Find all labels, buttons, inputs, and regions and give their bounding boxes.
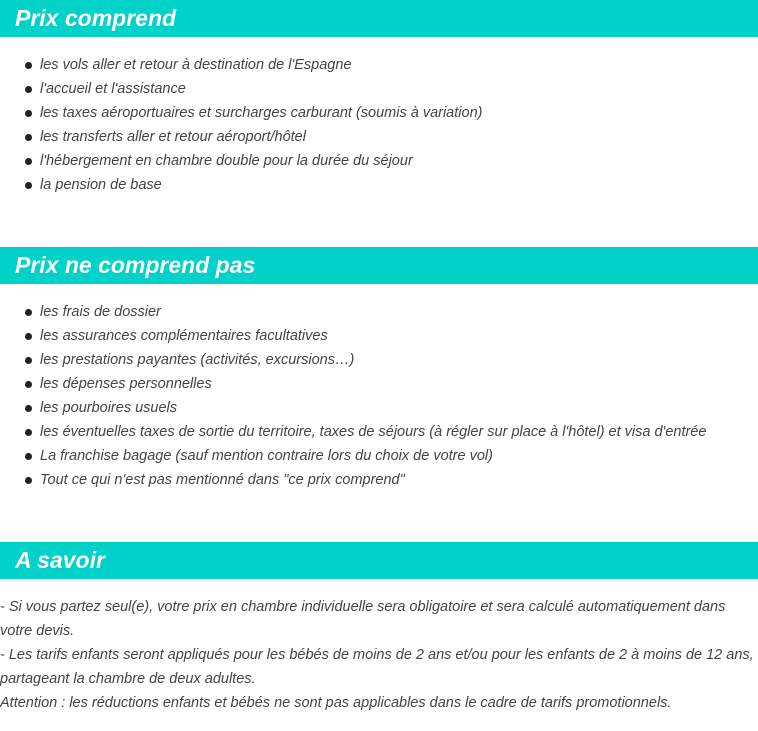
list-item: les pourboires usuels bbox=[0, 396, 758, 420]
list-item: la pension de base bbox=[0, 173, 758, 197]
includes-heading: Prix comprend bbox=[0, 0, 758, 37]
list-item: les éventuelles taxes de sortie du territoire, taxes de séjours (à régler sur place à l'hôtel) et visa d'entrée bbox=[0, 420, 758, 444]
list-item: les prestations payantes (activités, excursions…) bbox=[0, 348, 758, 372]
list-item: les assurances complémentaires facultatives bbox=[0, 324, 758, 348]
child-rates-note: - Les tarifs enfants seront appliqués pour les bébés de moins de 2 ans et/ou pour les enfants de 2 à moins de 12 ans, partageant la chambre de deux adultes. bbox=[0, 647, 754, 687]
list-item: l'hébergement en chambre double pour la durée du séjour bbox=[0, 149, 758, 173]
good-to-know-body bbox=[0, 595, 758, 715]
single-supplement-note: - Si vous partez seul(e), votre prix en chambre individuelle sera obligatoire et sera calculé automatiquement dans votre devis. bbox=[0, 599, 726, 639]
list-item: La franchise bagage (sauf mention contraire lors du choix de votre vol) bbox=[0, 444, 758, 468]
includes-list bbox=[0, 53, 758, 197]
list-item: les vols aller et retour à destination de l'Espagne bbox=[0, 53, 758, 77]
list-item: les frais de dossier bbox=[0, 300, 758, 324]
list-item: l'accueil et l'assistance bbox=[0, 77, 758, 101]
promo-warning-note: Attention : les réductions enfants et bébés ne sont pas applicables dans le cadre de tarifs promotionnels. bbox=[0, 695, 672, 711]
list-item: les taxes aéroportuaires et surcharges carburant (soumis à variation) bbox=[0, 101, 758, 125]
excludes-list bbox=[0, 300, 758, 492]
list-item: les dépenses personnelles bbox=[0, 372, 758, 396]
list-item: les transferts aller et retour aéroport/hôtel bbox=[0, 125, 758, 149]
excludes-heading: Prix ne comprend pas bbox=[0, 247, 758, 284]
good-to-know-heading: A savoir bbox=[0, 542, 758, 579]
list-item: Tout ce qui n'est pas mentionné dans "ce prix comprend" bbox=[0, 468, 758, 492]
